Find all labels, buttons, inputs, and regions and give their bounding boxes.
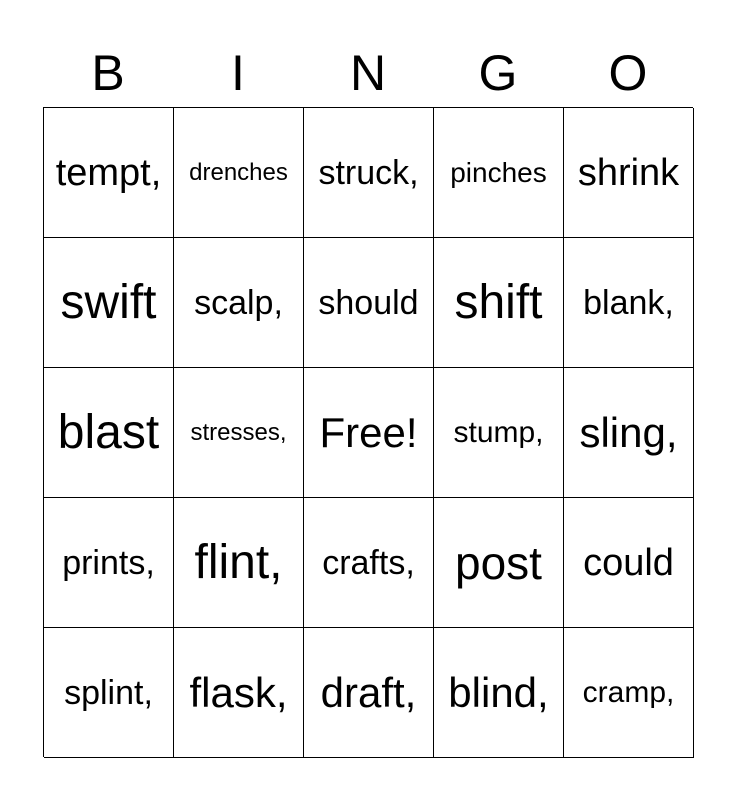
bingo-cell-r1-c5[interactable]: shrink — [564, 108, 694, 238]
bingo-cell-r4-c1[interactable]: prints, — [44, 498, 174, 628]
bingo-cell-r5-c1[interactable]: splint, — [44, 628, 174, 758]
bingo-cell-r3-c2[interactable]: stresses, — [174, 368, 304, 498]
bingo-cell-r5-c5[interactable]: cramp, — [564, 628, 694, 758]
header-letter-o: O — [608, 45, 648, 101]
bingo-cell-r3-c1[interactable]: blast — [44, 368, 174, 498]
bingo-cell-r4-c3[interactable]: crafts, — [304, 498, 434, 628]
bingo-cell-r3-c5[interactable]: sling, — [564, 368, 694, 498]
bingo-cell-r4-c4[interactable]: post — [434, 498, 564, 628]
bingo-cell-r1-c3[interactable]: struck, — [304, 108, 434, 238]
bingo-cell-r2-c5[interactable]: blank, — [564, 238, 694, 368]
bingo-cell-r5-c4[interactable]: blind, — [434, 628, 564, 758]
bingo-cell-r4-c2[interactable]: flint, — [174, 498, 304, 628]
header-letter-g: G — [478, 45, 518, 101]
bingo-cell-r1-c1[interactable]: tempt, — [44, 108, 174, 238]
header-letter-n: N — [349, 45, 387, 101]
bingo-header — [43, 38, 693, 108]
bingo-cell-r3-c4[interactable]: stump, — [434, 368, 564, 498]
bingo-cell-r2-c4[interactable]: shift — [434, 238, 564, 368]
bingo-cell-r5-c3[interactable]: draft, — [304, 628, 434, 758]
bingo-cell-r1-c2[interactable]: drenches — [174, 108, 304, 238]
bingo-cell-r2-c2[interactable]: scalp, — [174, 238, 304, 368]
bingo-cell-r1-c4[interactable]: pinches — [434, 108, 564, 238]
bingo-cell-r2-c3[interactable]: should — [304, 238, 434, 368]
bingo-board — [43, 107, 693, 757]
bingo-cell-r5-c2[interactable]: flask, — [174, 628, 304, 758]
bingo-cell-r3-c3-free[interactable]: Free! — [304, 368, 434, 498]
bingo-cell-r4-c5[interactable]: could — [564, 498, 694, 628]
header-letter-b: B — [91, 45, 125, 101]
header-letter-i: I — [231, 45, 245, 101]
bingo-cell-r2-c1[interactable]: swift — [44, 238, 174, 368]
